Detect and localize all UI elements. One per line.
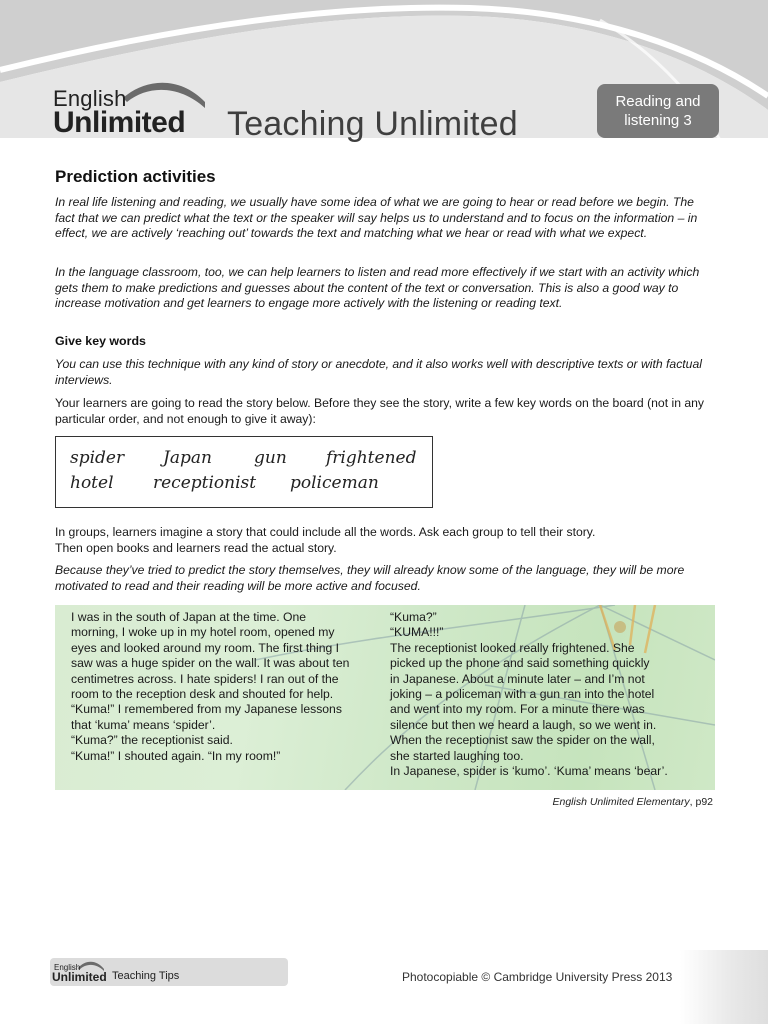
subheading-give-key-words: Give key words (55, 334, 146, 348)
keyword: frightened (326, 448, 417, 468)
logo-english-text: English (53, 86, 127, 111)
story-line: saw was a huge spider on the wall. It was about ten (71, 656, 350, 671)
story-line: I was in the south of Japan at the time. One (71, 610, 307, 624)
story-line: joking – a policeman with a gun ran into the hotel (390, 687, 655, 702)
section-badge (597, 84, 719, 138)
footer-logo-english: English (54, 963, 81, 972)
footer-teaching-tips: Teaching Tips (112, 970, 180, 982)
intro-paragraph-1: In real life listening and reading, we usually have some idea of what we are going to hear or read before we begin. The fact that we can predict what the text or the speaker will say helps us to understand and to focus on the information – in effect, we are actively ‘reaching out’ towards the text and matching what we hear or read with what we expect. (55, 195, 698, 241)
story-line: picked up the phone and said something quickly (390, 656, 650, 671)
key-words-board (55, 436, 433, 508)
footer-logo-unlimited: Unlimited (52, 970, 107, 984)
story-line: centimetres across. I hate spiders! I ran out of the (71, 671, 339, 686)
story-line: and went into my room. For a minute there was (390, 702, 645, 717)
copyright-notice: Photocopiable © Cambridge University Press 2013 (402, 970, 673, 984)
technique-tip: You can use this technique with any kind of story or anecdote, and it also works well with descriptive texts or with factual interviews. (55, 357, 702, 387)
story-line: that ‘kuma’ means ‘spider’. (71, 717, 216, 732)
badge-line-2: listening 3 (624, 112, 692, 129)
story-line: When the receptionist saw the spider on the wall, (390, 733, 655, 748)
keyword: spider (70, 448, 125, 468)
footer-corner-shade (680, 950, 768, 1024)
story-line: eyes and looked around my room. The first thing I (71, 640, 340, 655)
story-line: “Kuma?” the receptionist said. (71, 733, 233, 748)
source-title: English Unlimited Elementary (552, 796, 690, 808)
story-line: In Japanese, spider is ‘kumo’. ‘Kuma’ means ‘bear’. (390, 764, 668, 779)
story-line: The receptionist looked really frightened. She (390, 640, 635, 655)
story-line: she started laughing too. (390, 748, 524, 763)
story-line: room to the reception desk and shouted for help. (71, 687, 334, 702)
keyword: gun (254, 448, 287, 468)
keyword: Japan (163, 448, 212, 468)
story-line: “Kuma?” (390, 610, 437, 624)
brand-title: Teaching Unlimited (227, 105, 518, 143)
instruction-paragraph: Your learners are going to read the story below. Before they see the story, write a few key words on the board (not in any particular order, and not enough to give it away): (55, 396, 705, 426)
logo-swoosh-icon (123, 76, 205, 108)
groups-line-1: In groups, learners imagine a story that could include all the words. Ask each group to tell their story. (55, 525, 596, 539)
keyword: hotel (70, 473, 114, 493)
page-title: Prediction activities (55, 167, 216, 186)
keyword: policeman (290, 473, 379, 493)
story-column-right (390, 610, 710, 779)
because-paragraph: Because they’ve tried to predict the story themselves, they will already know some of the language, they will be more motivated to read and their reading will be more active and focused. (55, 563, 685, 593)
source-page: , p92 (689, 796, 713, 808)
story-line: in Japanese. About a minute later – and I’m not (390, 671, 645, 686)
keyword: receptionist (153, 473, 257, 493)
story-line: morning, I woke up in my hotel room, opened my (71, 625, 335, 640)
story-line: “Kuma!” I remembered from my Japanese lessons (71, 702, 342, 717)
story-line: silence but then we heard a laugh, so we went in. (390, 717, 657, 732)
source-citation (552, 796, 713, 808)
intro-paragraph-2: In the language classroom, too, we can help learners to listen and read more effectively if we start with an activity which gets them to make predictions and guesses about the content of the text or conversation. This is also a good way to increase motivation and get learners to engage more actively with the listening or reading text. (55, 265, 700, 311)
story-line: “Kuma!” I shouted again. “In my room!” (71, 748, 281, 763)
english-unlimited-logo (53, 84, 213, 140)
badge-line-1: Reading and (615, 93, 701, 110)
story-box (55, 605, 715, 790)
logo-unlimited-text: Unlimited (53, 106, 186, 139)
story-column-left (71, 610, 371, 764)
story-line: “KUMA!!!” (390, 625, 444, 640)
groups-line-2: Then open books and learners read the actual story. (55, 541, 337, 555)
